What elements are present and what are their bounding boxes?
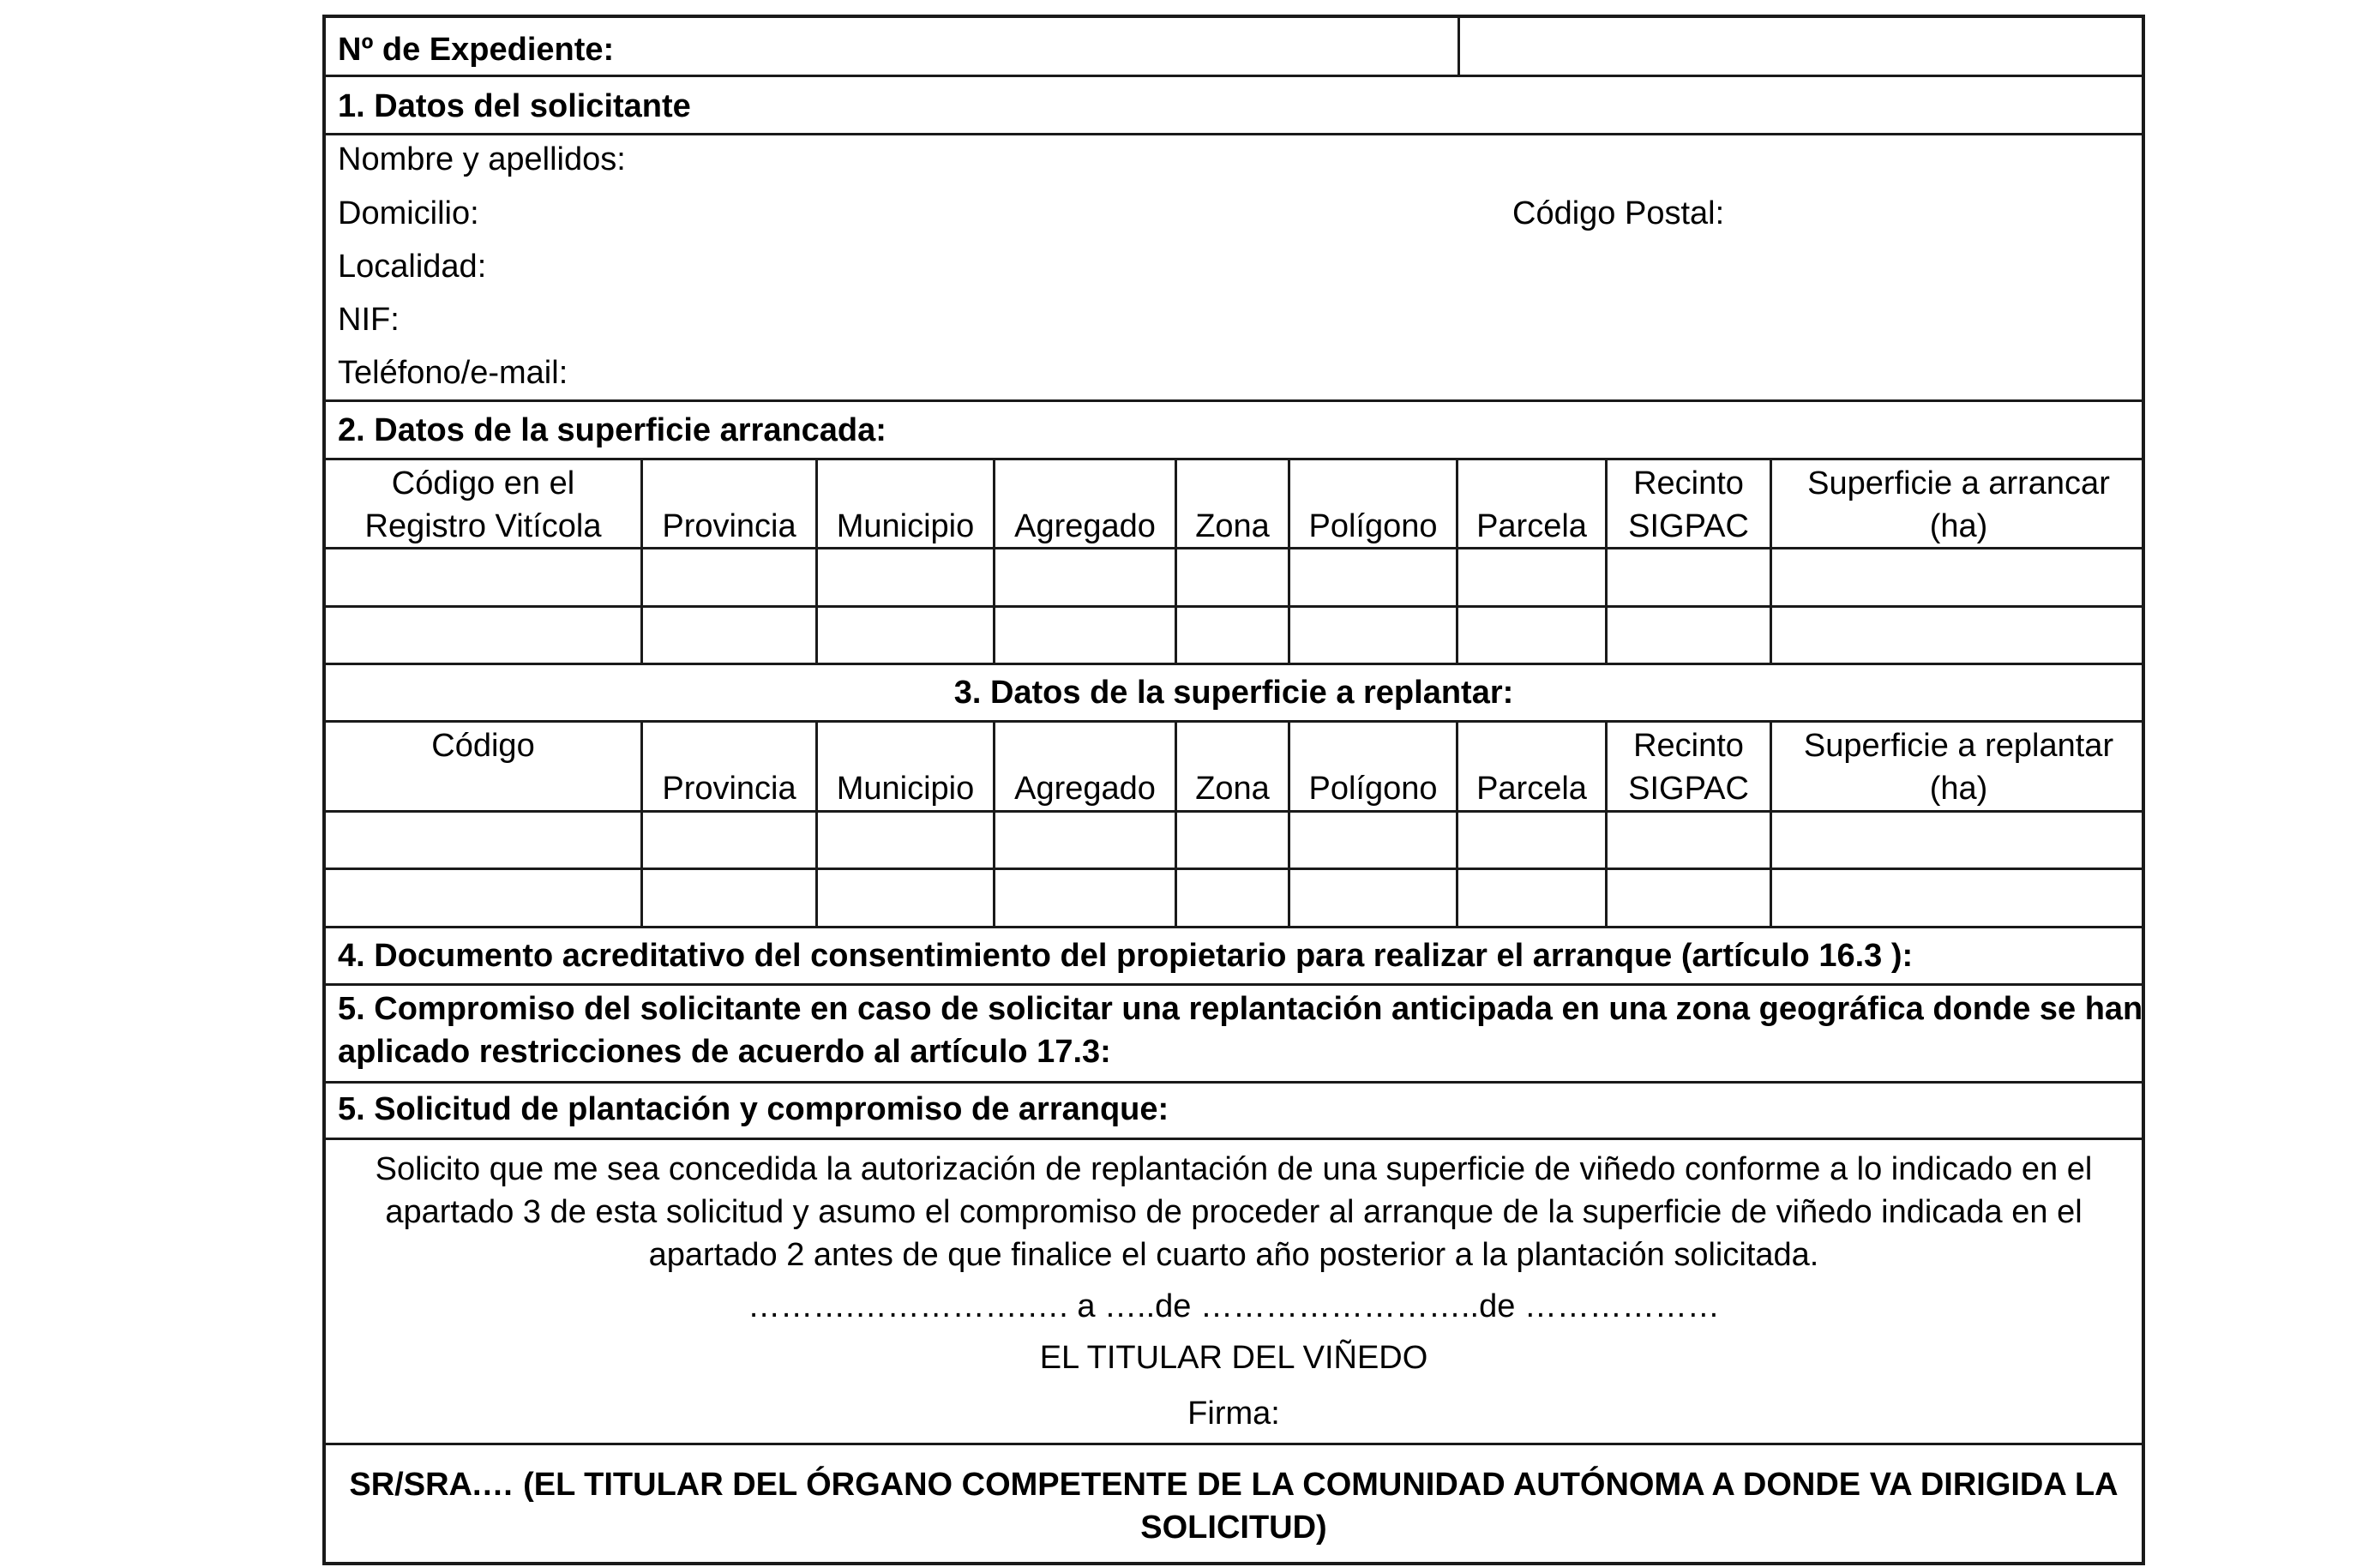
section1-title: 1. Datos del solicitante: [338, 88, 691, 124]
col-divider-s3: [1456, 720, 1458, 928]
s2-header-zona: Zona: [1195, 508, 1270, 544]
section5b-title: 5. Solicitud de plantación y compromiso de arranque:: [338, 1091, 1169, 1127]
s3-header-zona: Zona: [1195, 771, 1270, 807]
divider: [326, 868, 2142, 870]
divider: [326, 1443, 2142, 1445]
s2-header-recinto-l2: SIGPAC: [1628, 508, 1749, 544]
col-divider-s3: [1288, 720, 1290, 928]
s3-header-recinto-l1: Recinto: [1633, 728, 1744, 764]
col-divider-s2: [993, 458, 995, 665]
titular-label: EL TITULAR DEL VIÑEDO: [1039, 1340, 1428, 1376]
s3-header-agregado: Agregado: [1014, 771, 1156, 807]
divider: [326, 926, 2142, 928]
divider: [326, 1081, 2142, 1084]
divider: [326, 1138, 2142, 1140]
section3-title: 3. Datos de la superficie a replantar:: [953, 675, 1514, 711]
s2-header-municipio: Municipio: [836, 508, 975, 544]
divider: [326, 983, 2142, 986]
section4-title: 4. Documento acreditativo del consentimiento del propietario para realizar el arranque (artículo 16.3 ):: [338, 938, 1914, 974]
expediente-label: Nº de Expediente:: [338, 32, 615, 68]
s2-header-codigo-l1: Código en el: [391, 465, 575, 501]
s3-header-provincia: Provincia: [662, 771, 796, 807]
divider: [326, 663, 2142, 665]
s2-header-superficie-l2: (ha): [1929, 508, 1988, 544]
nombre-label: Nombre y apellidos:: [338, 141, 626, 177]
s3-header-superficie-l1: Superficie a replantar: [1803, 728, 2114, 764]
codigo-postal-label: Código Postal:: [1512, 195, 1725, 231]
nif-label: NIF:: [338, 302, 400, 338]
s3-header-superficie-l2: (ha): [1929, 771, 1988, 807]
application-form: [322, 15, 2145, 1565]
s2-header-poligono: Polígono: [1308, 508, 1438, 544]
col-divider-s2: [640, 458, 643, 665]
section5b-body-line2: apartado 3 de esta solicitud y asumo el compromiso de proceder al arranque de la superficie de viñedo indicada en el: [385, 1194, 2082, 1230]
col-divider-s2: [1288, 458, 1290, 665]
s3-header-parcela: Parcela: [1476, 771, 1587, 807]
section5a-title-line1: 5. Compromiso del solicitante en caso de solicitar una replantación anticipada en una zona geográfica donde se han: [338, 991, 2143, 1027]
divider: [326, 399, 2142, 402]
col-divider-s3: [1175, 720, 1177, 928]
col-divider-s3: [815, 720, 818, 928]
divider: [326, 75, 2142, 77]
s2-header-recinto-l1: Recinto: [1633, 465, 1744, 501]
expediente-divider: [1457, 18, 1460, 76]
col-divider-s2: [815, 458, 818, 665]
s3-header-recinto-l2: SIGPAC: [1628, 771, 1749, 807]
s2-header-provincia: Provincia: [662, 508, 796, 544]
s3-header-municipio: Municipio: [836, 771, 975, 807]
divider: [326, 810, 2142, 813]
domicilio-label: Domicilio:: [338, 195, 479, 231]
col-divider-s2: [1456, 458, 1458, 665]
s2-header-superficie-l1: Superficie a arrancar: [1807, 465, 2110, 501]
s3-header-poligono: Polígono: [1308, 771, 1438, 807]
divider: [326, 720, 2142, 723]
divider: [326, 133, 2142, 135]
divider: [326, 458, 2142, 460]
section5b-body-line3: apartado 2 antes de que finalice el cuarto año posterior a la plantación solicitada.: [648, 1237, 1819, 1273]
s2-header-codigo-l2: Registro Vitícola: [364, 508, 602, 544]
footer-line2: SOLICITUD): [1140, 1510, 1327, 1546]
date-line: ……….…………….…. a …..de ……………………..de ………………: [748, 1288, 1720, 1324]
footer-line1: SR/SRA.… (EL TITULAR DEL ÓRGANO COMPETENTE DE LA COMUNIDAD AUTÓNOMA A DONDE VA DIRIGIDA LA: [349, 1467, 2119, 1503]
col-divider-s2: [1175, 458, 1177, 665]
firma-label: Firma:: [1187, 1396, 1280, 1432]
col-divider-s3: [640, 720, 643, 928]
localidad-label: Localidad:: [338, 249, 487, 285]
s2-header-agregado: Agregado: [1014, 508, 1156, 544]
col-divider-s3: [993, 720, 995, 928]
section2-title: 2. Datos de la superficie arrancada:: [338, 412, 886, 448]
s3-header-codigo: Código: [431, 728, 535, 764]
s2-header-parcela: Parcela: [1476, 508, 1587, 544]
section5a-title-line2: aplicado restricciones de acuerdo al artículo 17.3:: [338, 1034, 1111, 1070]
telefono-label: Teléfono/e-mail:: [338, 355, 568, 391]
section5b-body-line1: Solicito que me sea concedida la autorización de replantación de una superficie de viñedo conforme a lo indicado en el: [375, 1151, 2093, 1187]
divider: [326, 605, 2142, 608]
